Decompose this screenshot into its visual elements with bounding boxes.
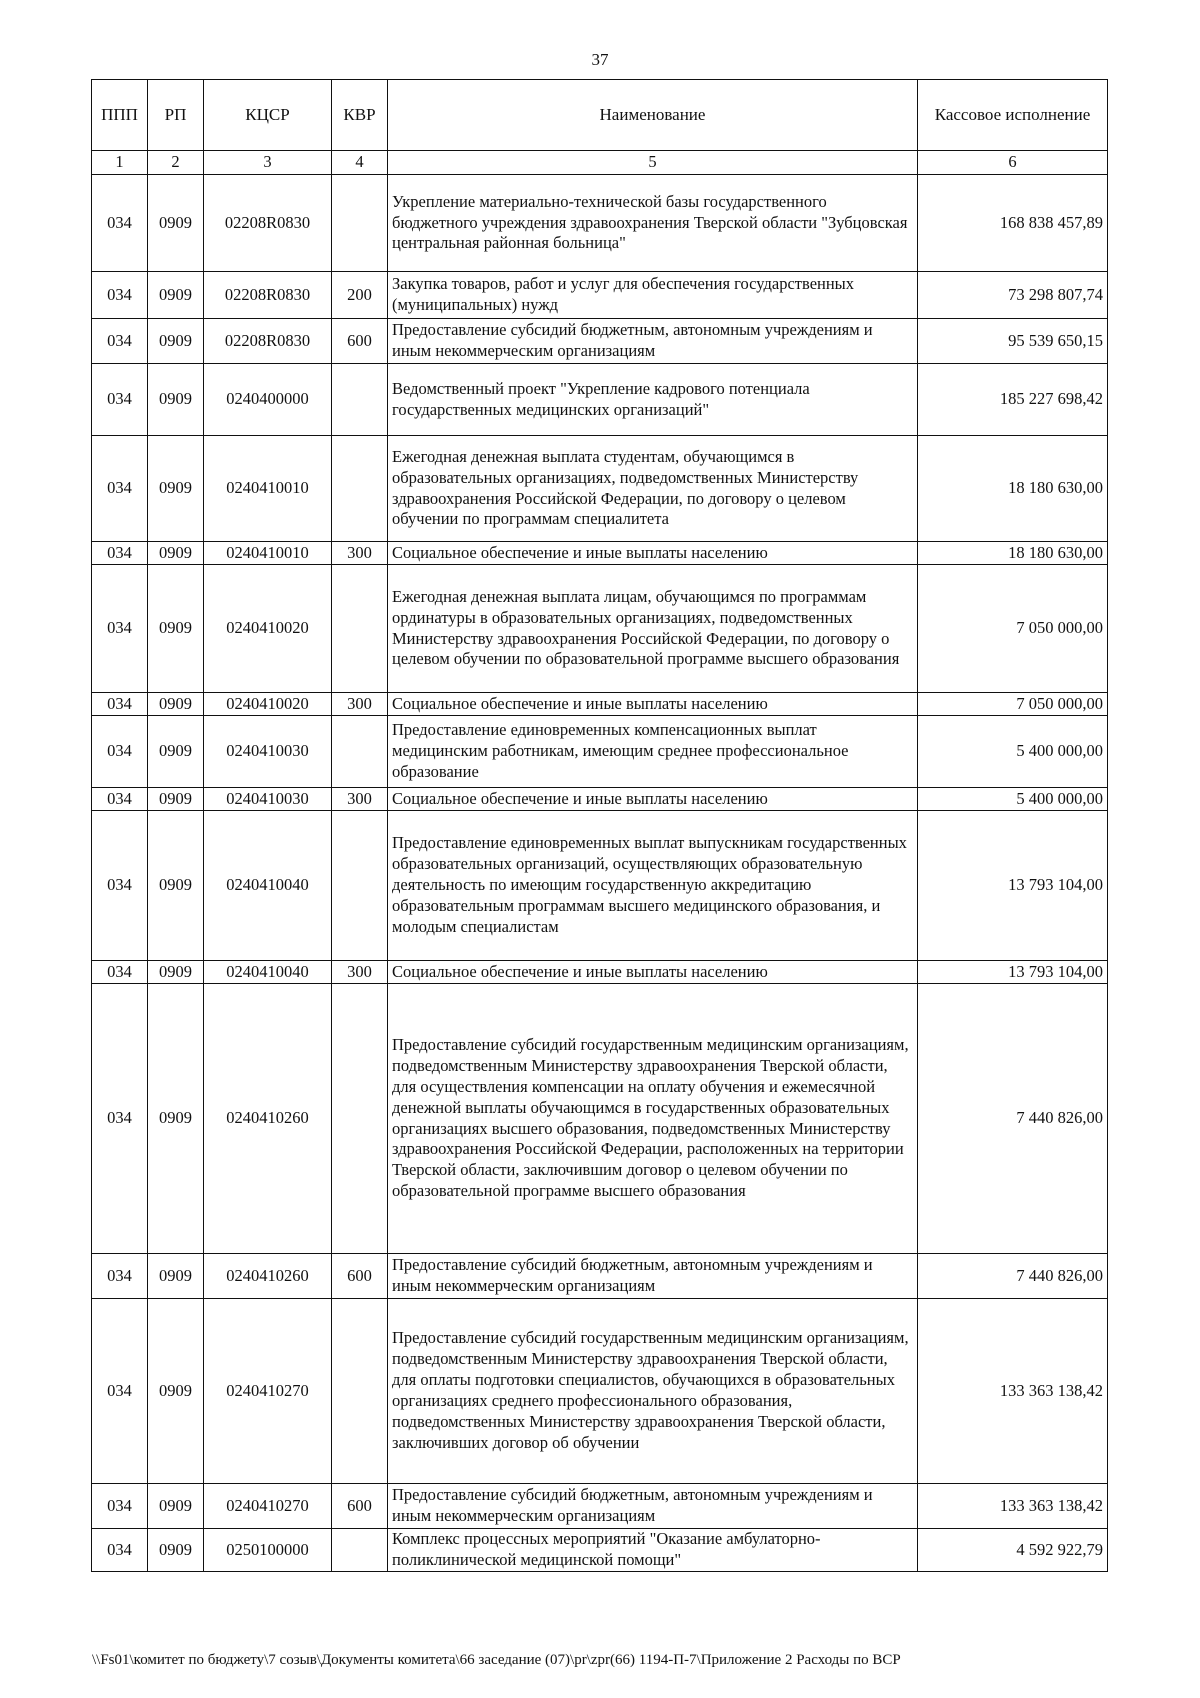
- cell-name: Комплекс процессных мероприятий "Оказание амбулаторно-поликлинической медицинской помощи": [388, 1529, 918, 1572]
- cell-amount: 7 050 000,00: [918, 693, 1108, 716]
- header-kcsr: КЦСР: [204, 80, 332, 151]
- column-number: 4: [332, 151, 388, 175]
- cell-rp: 0909: [148, 1529, 204, 1572]
- cell-name: Ежегодная денежная выплата студентам, обучающимся в образовательных организациях, подведомственных Министерству здравоохранения Российской Федерации, по договору о целевом обучении по программам специалитета: [388, 436, 918, 542]
- cell-kvr: [332, 716, 388, 788]
- cell-rp: 0909: [148, 565, 204, 693]
- cell-ppp: 034: [92, 811, 148, 961]
- cell-ppp: 034: [92, 272, 148, 319]
- table-row: [92, 272, 1108, 319]
- cell-rp: 0909: [148, 961, 204, 984]
- cell-amount: 133 363 138,42: [918, 1484, 1108, 1529]
- cell-ppp: 034: [92, 961, 148, 984]
- cell-kvr: [332, 175, 388, 272]
- cell-name: Предоставление единовременных выплат выпускникам государственных образовательных организаций, осуществляющих образовательную деятельность по имеющим государственную аккредитацию образовательным программам высшего медицинского образования, и молодым специалистам: [388, 811, 918, 961]
- cell-kvr: 300: [332, 788, 388, 811]
- cell-name: Предоставление субсидий бюджетным, автономным учреждениям и иным некоммерческим организациям: [388, 1484, 918, 1529]
- column-number-row: [92, 151, 1108, 175]
- column-number: 1: [92, 151, 148, 175]
- cell-kcsr: 0240410030: [204, 788, 332, 811]
- cell-kcsr: 02208R0830: [204, 272, 332, 319]
- cell-rp: 0909: [148, 1484, 204, 1529]
- cell-rp: 0909: [148, 364, 204, 436]
- cell-kvr: [332, 565, 388, 693]
- cell-ppp: 034: [92, 1484, 148, 1529]
- table-row: [92, 1484, 1108, 1529]
- cell-rp: 0909: [148, 436, 204, 542]
- header-ppp: ППП: [92, 80, 148, 151]
- cell-amount: 7 440 826,00: [918, 1254, 1108, 1299]
- cell-rp: 0909: [148, 984, 204, 1254]
- cell-amount: 18 180 630,00: [918, 542, 1108, 565]
- cell-amount: 5 400 000,00: [918, 788, 1108, 811]
- cell-amount: 5 400 000,00: [918, 716, 1108, 788]
- table-row: [92, 565, 1108, 693]
- cell-kvr: 200: [332, 272, 388, 319]
- cell-amount: 7 050 000,00: [918, 565, 1108, 693]
- table-row: [92, 788, 1108, 811]
- footer-file-path: \\Fs01\комитет по бюджету\7 созыв\Документы комитета\66 заседание (07)\pr\zpr(66) 1194-П-7\Приложение 2 Расходы по ВСР: [92, 1652, 901, 1668]
- cell-name: Социальное обеспечение и иные выплаты населению: [388, 961, 918, 984]
- table-row: [92, 984, 1108, 1254]
- table-row: [92, 716, 1108, 788]
- cell-name: Предоставление субсидий бюджетным, автономным учреждениям и иным некоммерческим организациям: [388, 319, 918, 364]
- cell-kvr: 300: [332, 961, 388, 984]
- table-row: [92, 961, 1108, 984]
- cell-ppp: 034: [92, 436, 148, 542]
- column-number: 6: [918, 151, 1108, 175]
- header-kvr: КВР: [332, 80, 388, 151]
- cell-rp: 0909: [148, 542, 204, 565]
- cell-kcsr: 0240410270: [204, 1484, 332, 1529]
- cell-amount: 13 793 104,00: [918, 811, 1108, 961]
- page-number: 37: [591, 50, 609, 69]
- cell-kcsr: 0240410010: [204, 542, 332, 565]
- cell-rp: 0909: [148, 1254, 204, 1299]
- table-row: [92, 364, 1108, 436]
- cell-kvr: [332, 436, 388, 542]
- cell-kcsr: 02208R0830: [204, 175, 332, 272]
- column-number: 5: [388, 151, 918, 175]
- table-body: [92, 175, 1108, 1572]
- table-row: [92, 542, 1108, 565]
- cell-kcsr: 0240410020: [204, 565, 332, 693]
- cell-rp: 0909: [148, 716, 204, 788]
- cell-kcsr: 0240410260: [204, 1254, 332, 1299]
- cell-kvr: 300: [332, 542, 388, 565]
- header-row: [92, 80, 1108, 151]
- cell-rp: 0909: [148, 175, 204, 272]
- table-row: [92, 1299, 1108, 1484]
- table-row: [92, 1529, 1108, 1572]
- table-row: [92, 693, 1108, 716]
- cell-amount: 18 180 630,00: [918, 436, 1108, 542]
- cell-kvr: [332, 811, 388, 961]
- cell-name: Социальное обеспечение и иные выплаты населению: [388, 693, 918, 716]
- cell-kvr: [332, 364, 388, 436]
- cell-name: Предоставление субсидий государственным медицинским организациям, подведомственным Министерству здравоохранения Тверской области, для осуществления компенсации на оплату обучения и ежемесячной денежной выплаты обучающимся в государственных образовательных организациях высшего образования, подведомственных Министерству здравоохранения Российской Федерации, расположенных на территории Тверской области, заключившим договор о целевом обучении по образовательной программе высшего образования: [388, 984, 918, 1254]
- cell-kcsr: 0240410260: [204, 984, 332, 1254]
- cell-amount: 133 363 138,42: [918, 1299, 1108, 1484]
- cell-amount: 168 838 457,89: [918, 175, 1108, 272]
- cell-rp: 0909: [148, 1299, 204, 1484]
- cell-name: Укрепление материально-технической базы государственного бюджетного учреждения здравоохранения Тверской области "Зубцовская центральная районная больница": [388, 175, 918, 272]
- cell-rp: 0909: [148, 319, 204, 364]
- cell-kcsr: 0240400000: [204, 364, 332, 436]
- cell-kvr: 600: [332, 1254, 388, 1299]
- column-number: 2: [148, 151, 204, 175]
- cell-rp: 0909: [148, 272, 204, 319]
- cell-kcsr: 0240410040: [204, 961, 332, 984]
- cell-name: Социальное обеспечение и иные выплаты населению: [388, 788, 918, 811]
- cell-kvr: [332, 1299, 388, 1484]
- cell-amount: 7 440 826,00: [918, 984, 1108, 1254]
- cell-ppp: 034: [92, 1254, 148, 1299]
- cell-kvr: [332, 984, 388, 1254]
- cell-name: Ежегодная денежная выплата лицам, обучающимся по программам ординатуры в образовательных организациях, подведомственных Министерству здравоохранения Российской Федерации, по договору о целевом обучении по образовательной программе высшего образования: [388, 565, 918, 693]
- table-row: [92, 319, 1108, 364]
- table-row: [92, 175, 1108, 272]
- header-amount: Кассовое исполнение: [918, 80, 1108, 151]
- cell-name: Социальное обеспечение и иные выплаты населению: [388, 542, 918, 565]
- cell-kvr: 600: [332, 1484, 388, 1529]
- cell-kcsr: 0240410010: [204, 436, 332, 542]
- cell-kcsr: 0240410030: [204, 716, 332, 788]
- header-rp: РП: [148, 80, 204, 151]
- header-name: Наименование: [388, 80, 918, 151]
- cell-kcsr: 02208R0830: [204, 319, 332, 364]
- cell-name: Ведомственный проект "Укрепление кадрового потенциала государственных медицинских организаций": [388, 364, 918, 436]
- cell-ppp: 034: [92, 693, 148, 716]
- cell-name: Предоставление субсидий бюджетным, автономным учреждениям и иным некоммерческим организациям: [388, 1254, 918, 1299]
- cell-kvr: 300: [332, 693, 388, 716]
- cell-amount: 13 793 104,00: [918, 961, 1108, 984]
- cell-amount: 185 227 698,42: [918, 364, 1108, 436]
- cell-name: Предоставление субсидий государственным медицинским организациям, подведомственным Министерству здравоохранения Тверской области, для оплаты подготовки специалистов, обучающихся в образовательных организациях среднего профессионального образования, подведомственных Министерству здравоохранения Тверской области, заключивших договор об обучении: [388, 1299, 918, 1484]
- cell-ppp: 034: [92, 1529, 148, 1572]
- cell-amount: 73 298 807,74: [918, 272, 1108, 319]
- cell-ppp: 034: [92, 788, 148, 811]
- cell-name: Закупка товаров, работ и услуг для обеспечения государственных (муниципальных) нужд: [388, 272, 918, 319]
- cell-ppp: 034: [92, 984, 148, 1254]
- cell-rp: 0909: [148, 788, 204, 811]
- cell-kcsr: 0240410020: [204, 693, 332, 716]
- table-row: [92, 1254, 1108, 1299]
- cell-rp: 0909: [148, 811, 204, 961]
- cell-ppp: 034: [92, 565, 148, 693]
- cell-ppp: 034: [92, 175, 148, 272]
- table-row: [92, 436, 1108, 542]
- cell-kcsr: 0250100000: [204, 1529, 332, 1572]
- cell-ppp: 034: [92, 716, 148, 788]
- cell-rp: 0909: [148, 693, 204, 716]
- cell-kvr: [332, 1529, 388, 1572]
- cell-kcsr: 0240410270: [204, 1299, 332, 1484]
- cell-name: Предоставление единовременных компенсационных выплат медицинским работникам, имеющим среднее профессиональное образование: [388, 716, 918, 788]
- cell-ppp: 034: [92, 542, 148, 565]
- table-row: [92, 811, 1108, 961]
- column-number: 3: [204, 151, 332, 175]
- cell-kvr: 600: [332, 319, 388, 364]
- cell-amount: 95 539 650,15: [918, 319, 1108, 364]
- expenditure-table: [91, 79, 1108, 1572]
- cell-amount: 4 592 922,79: [918, 1529, 1108, 1572]
- cell-kcsr: 0240410040: [204, 811, 332, 961]
- cell-ppp: 034: [92, 364, 148, 436]
- cell-ppp: 034: [92, 1299, 148, 1484]
- cell-ppp: 034: [92, 319, 148, 364]
